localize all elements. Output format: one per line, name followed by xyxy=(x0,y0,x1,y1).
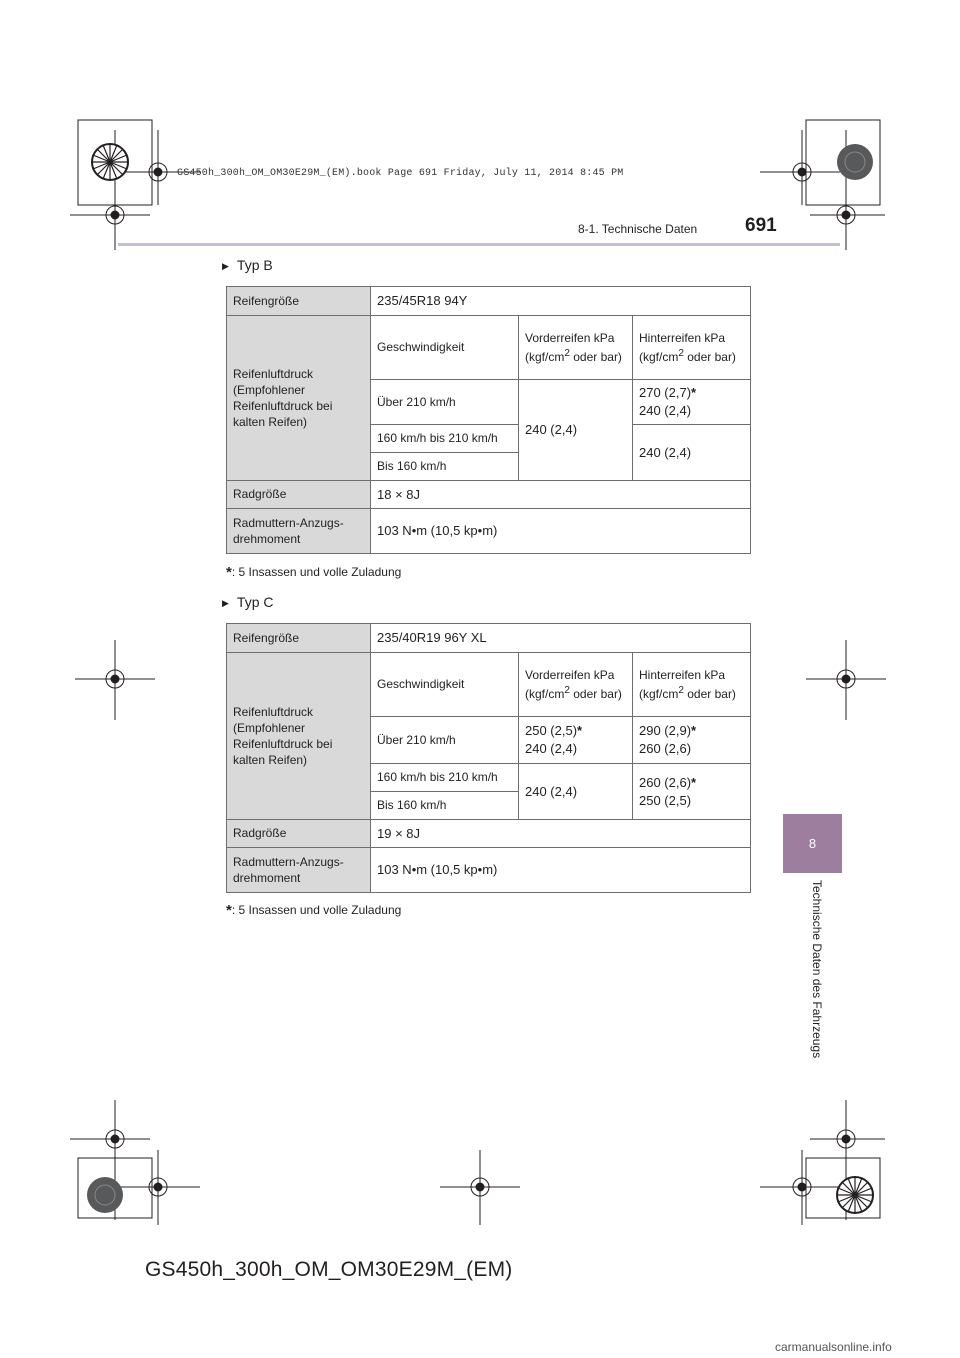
typ-c-heading: ▶ Typ C xyxy=(222,594,274,610)
tire-pressure-label: Reifenluftdruck (Empfohlener Reifenluftdruck bei kalten Reifen) xyxy=(227,653,371,820)
chapter-tab: 8 xyxy=(783,814,842,873)
front-pressure-high: 250 (2,5)* 240 (2,4) xyxy=(519,717,633,764)
rear-tire-header: Hinterreifen kPa ($kgf/cm^2$ oder bar) xyxy=(633,316,751,380)
speed-header: Geschwindigkeit xyxy=(371,316,519,380)
speed-row-high: Über 210 km/h xyxy=(371,380,519,425)
front-pressure-low: 240 (2,4) xyxy=(519,764,633,820)
speed-row-low: Bis 160 km/h xyxy=(371,453,519,481)
site-watermark: carmanualsonline.info xyxy=(775,1340,892,1354)
triangle-bullet-icon: ▶ xyxy=(222,261,229,271)
rim-size-label: Radgröße xyxy=(227,820,371,848)
rear-pressure-low: 240 (2,4) xyxy=(633,425,751,481)
footer-book-title: GS450h_300h_OM_OM30E29M_(EM) xyxy=(145,1258,513,1281)
typ-c-table xyxy=(226,623,751,893)
speed-row-mid: 160 km/h bis 210 km/h xyxy=(371,425,519,453)
solid-mark-top-right xyxy=(837,144,873,180)
torque-value: 103 N•m (10,5 kp•m) xyxy=(371,509,751,554)
rear-pressure-high: 270 (2,7)* 240 (2,4) xyxy=(633,380,751,425)
torque-label: Radmuttern-Anzugs-drehmoment xyxy=(227,509,371,554)
front-tire-header: Vorderreifen kPa ($kgf/cm^2$ oder bar) xyxy=(519,316,633,380)
rear-pressure-high: 290 (2,9)* 260 (2,6) xyxy=(633,717,751,764)
typ-c-footnote: *: 5 Insassen und volle Zuladung xyxy=(226,902,402,919)
speed-row-mid: 160 km/h bis 210 km/h xyxy=(371,764,519,792)
torque-label: Radmuttern-Anzugs-drehmoment xyxy=(227,848,371,893)
tire-size-value: 235/40R19 96Y XL xyxy=(371,624,751,653)
rim-size-label: Radgröße xyxy=(227,481,371,509)
rim-size-value: 19 × 8J xyxy=(371,820,751,848)
print-meta-line: GS450h_300h_OM_OM30E29M_(EM).book Page 691 Friday, July 11, 2014 8:45 PM xyxy=(177,168,624,179)
typ-b-heading: ▶ Typ B xyxy=(222,257,273,273)
page-number: 691 xyxy=(745,215,777,236)
header-rule xyxy=(118,243,840,246)
speed-header: Geschwindigkeit xyxy=(371,653,519,717)
solid-mark-bottom-left xyxy=(87,1177,123,1213)
tire-size-value: 235/45R18 94Y xyxy=(371,287,751,316)
tire-size-label: Reifengröße xyxy=(227,287,371,316)
torque-value: 103 N•m (10,5 kp•m) xyxy=(371,848,751,893)
typ-b-footnote: *: 5 Insassen und volle Zuladung xyxy=(226,564,402,581)
rear-pressure-low: 260 (2,6)* 250 (2,5) xyxy=(633,764,751,820)
tire-pressure-label: Reifenluftdruck (Empfohlener Reifenluftdruck bei kalten Reifen) xyxy=(227,316,371,481)
speed-row-high: Über 210 km/h xyxy=(371,717,519,764)
rear-tire-header: Hinterreifen kPa ($kgf/cm^2$ oder bar) xyxy=(633,653,751,717)
chapter-tab-label: Technische Daten des Fahrzeugs xyxy=(810,880,824,1059)
section-title: 8-1. Technische Daten xyxy=(578,222,698,236)
typ-b-table xyxy=(226,286,751,554)
speed-row-low: Bis 160 km/h xyxy=(371,792,519,820)
tire-size-label: Reifengröße xyxy=(227,624,371,653)
rim-size-value: 18 × 8J xyxy=(371,481,751,509)
triangle-bullet-icon: ▶ xyxy=(222,598,229,608)
front-pressure-all: 240 (2,4) xyxy=(519,380,633,481)
front-tire-header: Vorderreifen kPa ($kgf/cm^2$ oder bar) xyxy=(519,653,633,717)
